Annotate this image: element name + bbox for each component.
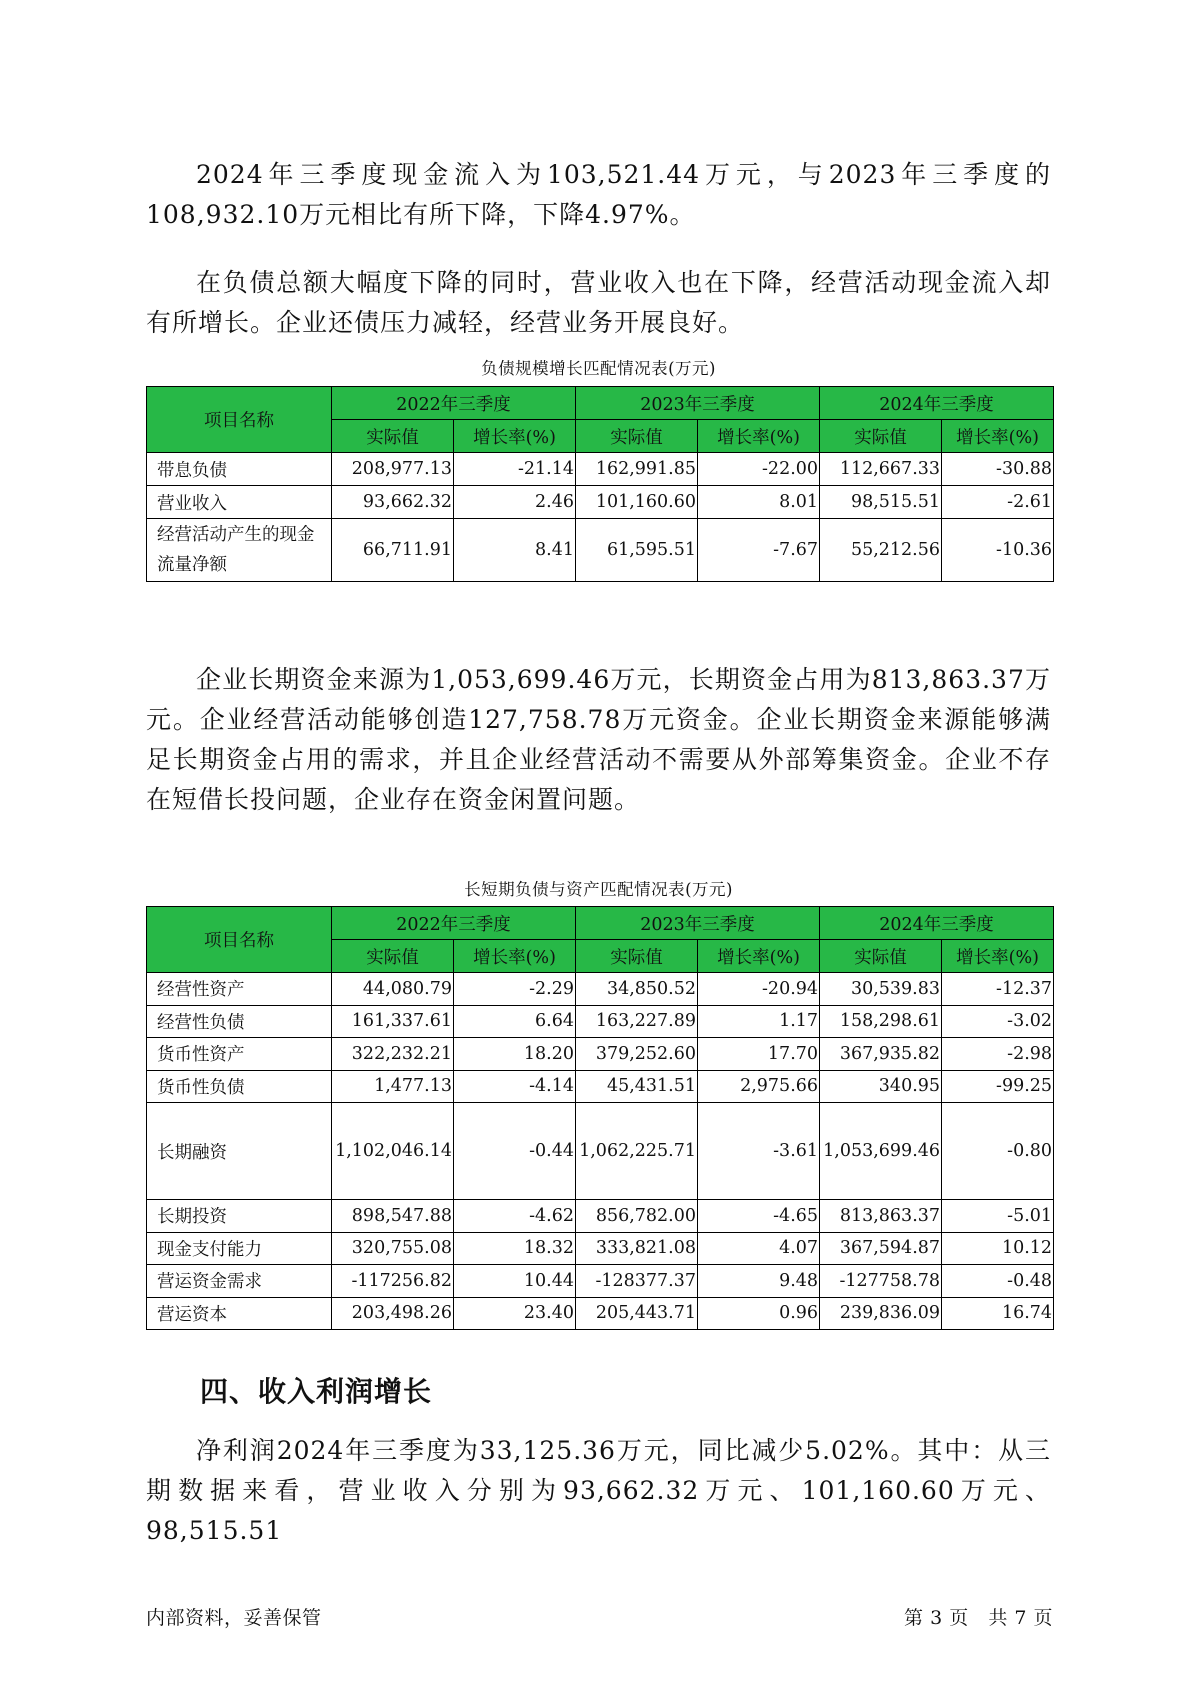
header-actual: 实际值 [576,420,698,453]
header-period-2023: 2023年三季度 [576,387,820,420]
cell-value: 239,836.09 [820,1297,942,1330]
cell-value: 898,547.88 [332,1200,454,1233]
cell-value: 340.95 [820,1070,942,1103]
cell-value: 45,431.51 [576,1070,698,1103]
cell-value: 18.20 [454,1038,576,1071]
header-period-2023: 2023年三季度 [576,907,820,940]
cell-value: 55,212.56 [820,519,942,582]
section-heading: 四、收入利润增长 [200,1375,433,1408]
row-name: 经营性资产 [147,973,332,1006]
cell-value: 813,863.37 [820,1200,942,1233]
table-row [147,1103,1054,1200]
header-growth: 增长率(%) [454,420,576,453]
row-name: 货币性负债 [147,1070,332,1103]
cell-value: -4.65 [698,1200,820,1233]
row-name: 营运资金需求 [147,1265,332,1298]
cell-value: 66,711.91 [332,519,454,582]
cell-value: 162,991.85 [576,453,698,486]
cell-value: -127758.78 [820,1265,942,1298]
cell-value: 367,935.82 [820,1038,942,1071]
header-growth: 增长率(%) [942,940,1054,973]
cell-value: 320,755.08 [332,1232,454,1265]
paragraph-cash-inflow: 2024年三季度现金流入为103,521.44万元，与2023年三季度的108,932.10万元相比有所下降，下降4.97%。 [146,160,1051,229]
cell-value: 208,977.13 [332,453,454,486]
cell-value: 30,539.83 [820,973,942,1006]
cell-value: -4.62 [454,1200,576,1233]
table2-caption: 长短期负债与资产匹配情况表(万元) [464,880,733,899]
header-period-2024: 2024年三季度 [820,907,1054,940]
cell-value: -12.37 [942,973,1054,1006]
cell-value: 856,782.00 [576,1200,698,1233]
footer-page-number: 第 3 页 共 7 页 [904,1607,1053,1629]
table1-caption: 负债规模增长匹配情况表(万元) [481,359,716,378]
paragraph-debt-summary: 在负债总额大幅度下降的同时，营业收入也在下降，经营活动现金流入却有所增长。企业还债压力减轻，经营业务开展良好。 [146,268,1051,337]
row-name: 营运资本 [147,1297,332,1330]
cell-value: -5.01 [942,1200,1054,1233]
cell-value: 1.17 [698,1005,820,1038]
cell-value: 203,498.26 [332,1297,454,1330]
cell-value: 333,821.08 [576,1232,698,1265]
header-actual: 实际值 [332,420,454,453]
header-growth: 增长率(%) [454,940,576,973]
header-period-2022: 2022年三季度 [332,907,576,940]
cell-value: 8.01 [698,486,820,519]
cell-value: -0.48 [942,1265,1054,1298]
cell-value: 1,053,699.46 [820,1103,942,1200]
cell-value: 1,102,046.14 [332,1103,454,1200]
row-name: 营业收入 [147,486,332,519]
cell-value: 101,160.60 [576,486,698,519]
cell-value: 23.40 [454,1297,576,1330]
cell-value: -22.00 [698,453,820,486]
cell-value: -2.29 [454,973,576,1006]
cell-value: -10.36 [942,519,1054,582]
row-name: 经营性负债 [147,1005,332,1038]
cell-value: 93,662.32 [332,486,454,519]
cell-value: -3.61 [698,1103,820,1200]
cell-value: -2.98 [942,1038,1054,1071]
cell-value: -2.61 [942,486,1054,519]
cell-value: 1,477.13 [332,1070,454,1103]
cell-value: -0.80 [942,1103,1054,1200]
cell-value: 2.46 [454,486,576,519]
row-name: 长期投资 [147,1200,332,1233]
header-actual: 实际值 [820,940,942,973]
row-name: 经营活动产生的现金流量净额 [147,519,332,582]
cell-value: 10.12 [942,1232,1054,1265]
table-row [147,486,1054,519]
paragraph-net-profit: 净利润2024年三季度为33,125.36万元，同比减少5.02%。其中：从三期数据来看，营业收入分别为93,662.32万元、101,160.60万元、98,515.51 [146,1436,1051,1545]
cell-value: 163,227.89 [576,1005,698,1038]
cell-value: 18.32 [454,1232,576,1265]
cell-value: 112,667.33 [820,453,942,486]
cell-value: -21.14 [454,453,576,486]
cell-value: 322,232.21 [332,1038,454,1071]
table-row [147,973,1054,1006]
table-row [147,1038,1054,1071]
cell-value: 161,337.61 [332,1005,454,1038]
cell-value: 98,515.51 [820,486,942,519]
row-name: 货币性资产 [147,1038,332,1071]
header-period-2024: 2024年三季度 [820,387,1054,420]
cell-value: 10.44 [454,1265,576,1298]
cell-value: -30.88 [942,453,1054,486]
header-item-name: 项目名称 [147,387,332,453]
liability-asset-table [146,906,1054,1330]
table-row [147,1005,1054,1038]
cell-value: 34,850.52 [576,973,698,1006]
row-name: 带息负债 [147,453,332,486]
paragraph-long-term-funds: 企业长期资金来源为1,053,699.46万元，长期资金占用为813,863.37万元。企业经营活动能够创造127,758.78万元资金。企业长期资金来源能够满足长期资金占用的需求，并且企业经营活动不需要从外部筹集资金。企业不存在短借长投问题，企业存在资金闲置问题。 [146,665,1051,814]
table-row [147,519,1054,582]
cell-value: 367,594.87 [820,1232,942,1265]
cell-value: 158,298.61 [820,1005,942,1038]
cell-value: 6.64 [454,1005,576,1038]
cell-value: -3.02 [942,1005,1054,1038]
header-item-name: 项目名称 [147,907,332,973]
cell-value: 0.96 [698,1297,820,1330]
header-period-2022: 2022年三季度 [332,387,576,420]
row-name: 现金支付能力 [147,1232,332,1265]
table-row [147,1265,1054,1298]
row-name: 长期融资 [147,1103,332,1200]
header-growth: 增长率(%) [698,420,820,453]
header-actual: 实际值 [820,420,942,453]
cell-value: 4.07 [698,1232,820,1265]
cell-value: 1,062,225.71 [576,1103,698,1200]
cell-value: -99.25 [942,1070,1054,1103]
table-row [147,1232,1054,1265]
cell-value: -4.14 [454,1070,576,1103]
cell-value: 9.48 [698,1265,820,1298]
debt-scale-table [146,386,1054,582]
cell-value: -0.44 [454,1103,576,1200]
table-row [147,1297,1054,1330]
cell-value: -7.67 [698,519,820,582]
cell-value: 8.41 [454,519,576,582]
header-growth: 增长率(%) [942,420,1054,453]
cell-value: -117256.82 [332,1265,454,1298]
header-actual: 实际值 [332,940,454,973]
cell-value: -20.94 [698,973,820,1006]
table-row [147,1070,1054,1103]
table-row [147,1200,1054,1233]
footer-confidential-note: 内部资料，妥善保管 [146,1607,322,1629]
cell-value: 379,252.60 [576,1038,698,1071]
cell-value: 44,080.79 [332,973,454,1006]
cell-value: -128377.37 [576,1265,698,1298]
cell-value: 16.74 [942,1297,1054,1330]
header-growth: 增长率(%) [698,940,820,973]
cell-value: 61,595.51 [576,519,698,582]
cell-value: 205,443.71 [576,1297,698,1330]
table-row [147,453,1054,486]
cell-value: 17.70 [698,1038,820,1071]
header-actual: 实际值 [576,940,698,973]
cell-value: 2,975.66 [698,1070,820,1103]
